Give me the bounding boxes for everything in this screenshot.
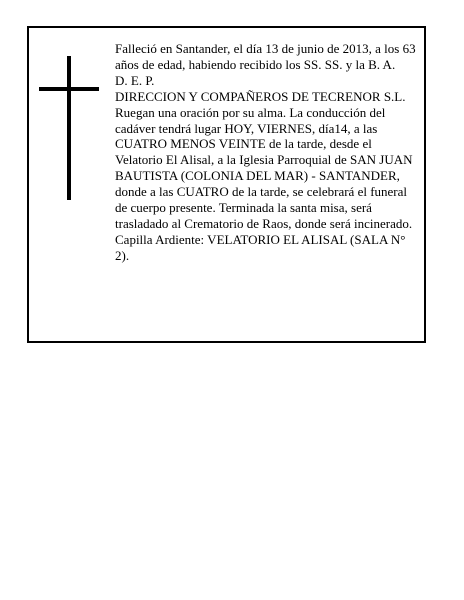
cross-vertical-bar <box>67 56 71 200</box>
notice-body: DIRECCION Y COMPAÑEROS DE TECRENOR S.L. Ruegan una oración por su alma. La conducción del cadáver tendrá lugar HOY, VIERNES, día14, a las CUATRO MENOS VEINTE de la tarde, desde el Velatorio El Alisal, a la Iglesia Parroquial de SAN JUAN BAUTISTA (COLONIA DEL MAR) - SANTANDER, donde a las CUATRO de la tarde, se celebrará el funeral de cuerpo presente. Terminada la santa misa, será trasladado al Crematorio de Raos, donde será incinerado. Capilla Ardiente: VELATORIO EL ALISAL (SALA N° 2). <box>115 88 413 263</box>
cross-horizontal-bar <box>39 87 99 91</box>
notice-intro: Falleció en Santander, el día 13 de junio de 2013, a los 63 años de edad, habiendo recibido los SS. SS. y la B. A. <box>115 41 416 72</box>
notice-text <box>115 41 421 264</box>
notice-dep: D. E. P. <box>115 72 155 88</box>
obituary-notice <box>27 26 426 343</box>
cross-icon <box>39 56 99 200</box>
